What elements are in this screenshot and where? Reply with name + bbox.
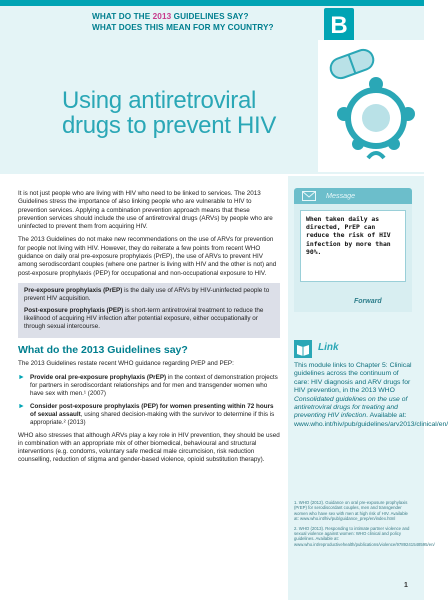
- section-heading: What do the 2013 Guidelines say?: [18, 344, 188, 357]
- page-title: Using antiretroviral drugs to prevent HIV: [62, 87, 277, 139]
- footnote-2: 2. WHO (2013). Responding to intimate partner violence and sexual violence against women: WHO clinical and policy guidelines. Available at: www.who.int/reproductivehealth/publications/violence/9789241548595/en/: [294, 525, 435, 547]
- link-url[interactable]: . Available at: www.who.int/hiv/pub/guidelines/arv2013/clinical/en/: [294, 412, 448, 428]
- arrow-bullet-icon: ►: [18, 402, 25, 410]
- definitions-box: [18, 283, 280, 338]
- main-text-column: [18, 190, 280, 470]
- message-card: [294, 188, 412, 328]
- book-icon: [294, 340, 312, 358]
- header-question-2: WHAT DOES THIS MEAN FOR MY COUNTRY?: [92, 23, 274, 32]
- prep-definition: Pre-exposure prophylaxis (PrEP) is the daily use of ARVs by HIV-uninfected people to prevent HIV acquisition.: [24, 286, 270, 303]
- header-top-rule: [0, 0, 424, 6]
- hiv-prevention-illustration-icon: [318, 40, 424, 172]
- footnotes: [294, 500, 435, 551]
- message-text: When taken daily as directed, PrEP can reduce the risk of HIV infection by more than 90%.: [300, 210, 406, 282]
- section-badge: B: [324, 8, 354, 44]
- arrow-bullet-icon: ►: [18, 373, 25, 381]
- footnote-1: 1. WHO (2012). Guidance on oral pre-exposure prophylaxis (PrEP) for serodiscordant couples, men and transgender women who have sex with men at high risk of HIV. Available at: www.who.int/hiv/pub/guidance_prep/en/index.html: [294, 500, 408, 522]
- link-text: This module links to Chapter 5: Clinical guidelines across the continuum of care: HIV diagnosis and ARV drugs for HIV prevention, in the 2013 WHO Consolidated guidelines on the use of antiretroviral drugs for treating and preventing HIV infection. Available at: www.who.int/hiv/pub/guidelines/arv2013/clinical/en/: [294, 362, 448, 428]
- header-question-1: WHAT DO THE 2013 GUIDELINES SAY?: [92, 12, 249, 21]
- forward-button[interactable]: Forward: [354, 298, 382, 305]
- bullet-prep: ► Provide oral pre-exposure prophylaxis (PrEP) in the context of demonstration projects for partners in serodiscordant relationships and for men and transgender women who have sex with men.¹ (2007): [18, 373, 278, 398]
- guidelines-paragraph: The 2013 Guidelines do not make new recommendations on the use of ARVs for prevention for people not living with HIV. However, they do reiterate a few points from recent WHO guidance on daily oral pre-exposure prophylaxis (PrEP), the use of ARVs to prevent HIV among serodiscordant couples (where one partner is living with HIV and the other is not) and post-exposure prophylaxis (PEP) for occupational and non-occupational exposure to HIV.: [18, 236, 277, 277]
- pep-definition: Post-exposure prophylaxis (PEP) is short-term antiretroviral treatment to reduce the likelihood of acquiring HIV infection after potential exposure, either occupationally or through sexual intercourse.: [24, 306, 264, 331]
- header-year: 2013: [152, 12, 172, 21]
- intro-paragraph: It is not just people who are living with HIV who need to be linked to services. The 2013 Guidelines stress the importance of also linking people who are vulnerable to HIV to prevention services. Applying a combination prevention approach means that these prevention services should include the use of antiretroviral drugs (ARVs) by people who are uninfected to prevent them from acquiring HIV.: [18, 190, 273, 231]
- bullet-pep: ► Consider post-exposure prophylaxis (PEP) for women presenting within 72 hours of sexual assault, using shared decision-making with the survivor to determine if this is appropriate.² (2013): [18, 402, 275, 427]
- envelope-icon: [302, 191, 316, 201]
- header-band: [0, 0, 424, 174]
- combination-paragraph: WHO also stresses that although ARVs play a key role in HIV prevention, they should be used in combination with an appropriate mix of other biomedical, behavioural and structural interventions (e.g. condoms, voluntary safe medical male circumcision, risk reduction counselling, reduction of stigma and gender-based violence, opioid substitution therapy).: [18, 431, 280, 464]
- message-label: Message: [326, 191, 356, 200]
- link-title: Link: [318, 342, 339, 353]
- section-intro: The 2013 Guidelines restate recent WHO guidance regarding PrEP and PEP:: [18, 360, 234, 368]
- page-number: 1: [404, 582, 408, 589]
